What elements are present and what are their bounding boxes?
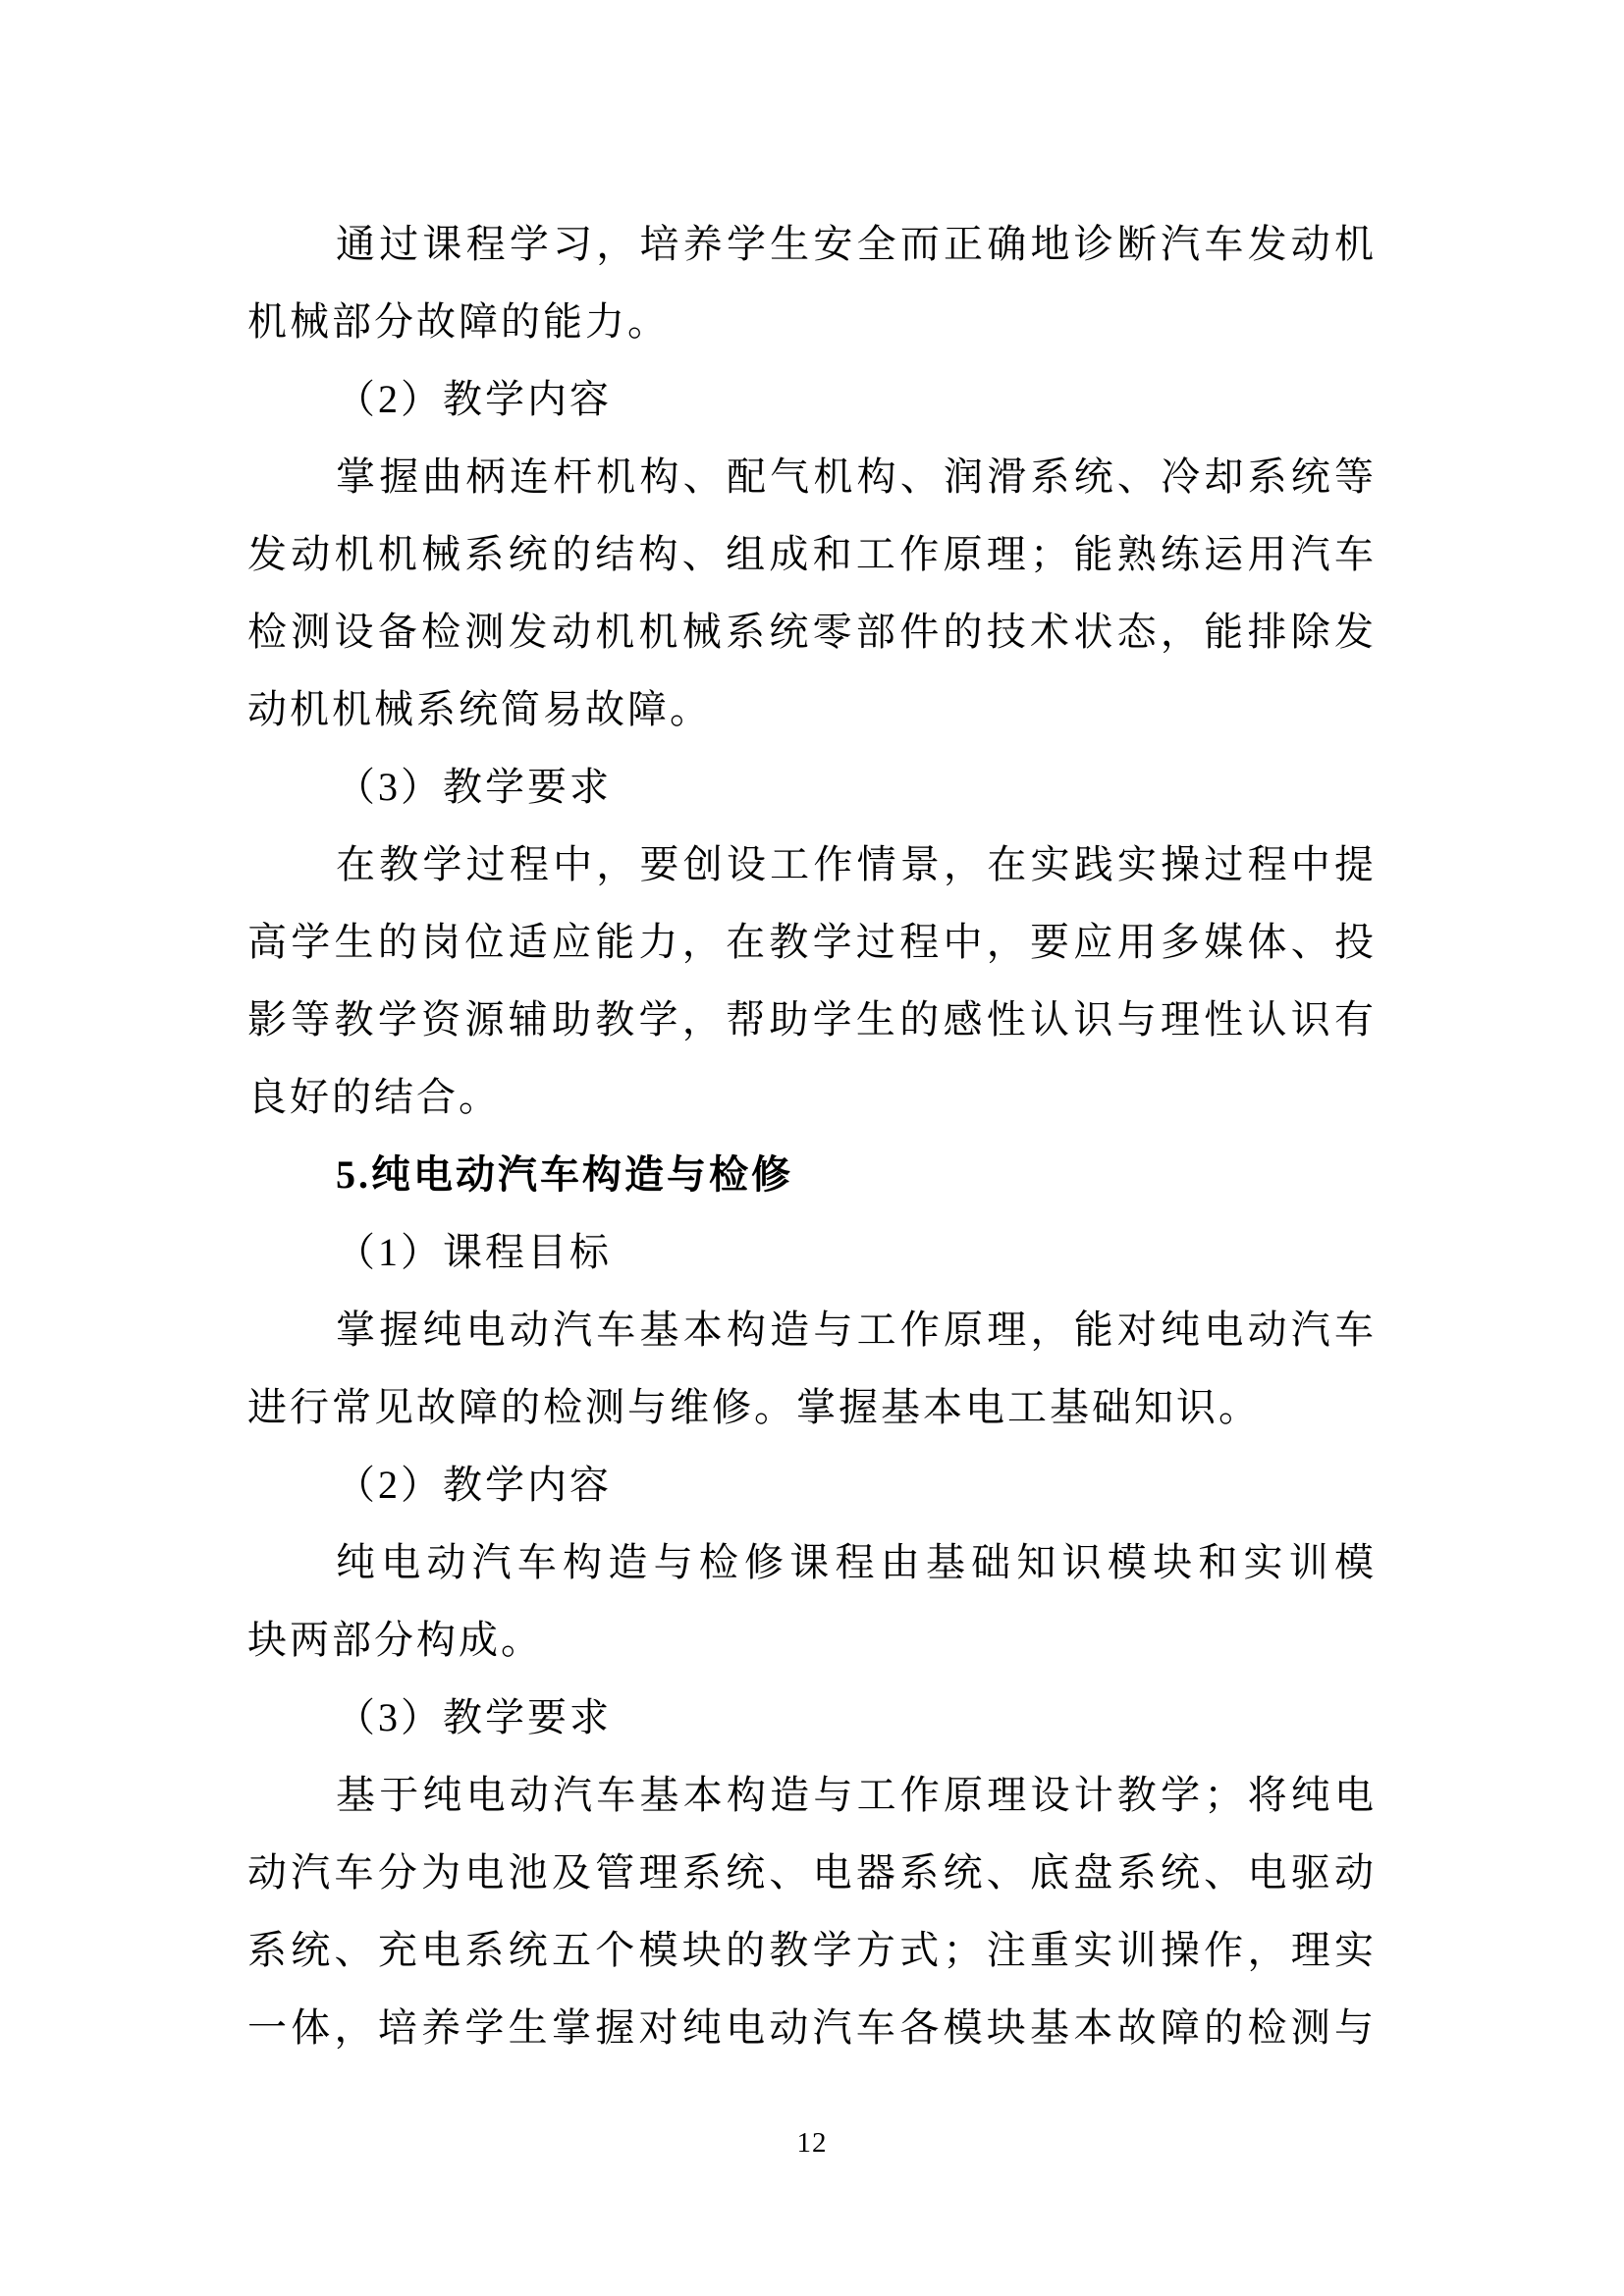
text-line: （3）教学要求 <box>336 765 612 809</box>
text-line: （2）教学内容 <box>336 1463 612 1507</box>
text-line: 良好的结合。 <box>247 1075 501 1119</box>
text-line: 掌握纯电动汽车基本构造与工作原理，能对纯电动汽车 <box>336 1308 1377 1352</box>
text-line: 在教学过程中，要创设工作情景，在实践实操过程中提 <box>336 842 1377 886</box>
text-line: 基于纯电动汽车基本构造与工作原理设计教学；将纯电 <box>336 1773 1377 1817</box>
text-line: 一体，培养学生掌握对纯电动汽车各模块基本故障的检测与 <box>247 2005 1377 2050</box>
text-line: 通过课程学习，培养学生安全而正确地诊断汽车发动机 <box>336 222 1377 266</box>
text-line: 动汽车分为电池及管理系统、电器系统、底盘系统、电驱动 <box>247 1850 1377 1895</box>
text-line: 块两部分构成。 <box>247 1618 543 1662</box>
text-line: （1）课程目标 <box>336 1230 612 1274</box>
text-line: 动机机械系统简易故障。 <box>247 687 712 731</box>
text-line: 掌握曲柄连杆机构、配气机构、润滑系统、冷却系统等 <box>336 454 1377 499</box>
section-heading: 5.纯电动汽车构造与检修 <box>336 1152 793 1197</box>
text-line: 纯电动汽车构造与检修课程由基础知识模块和实训模 <box>336 1540 1377 1584</box>
text-line: 进行常见故障的检测与维修。掌握基本电工基础知识。 <box>247 1385 1261 1429</box>
text-line: 机械部分故障的能力。 <box>247 299 670 344</box>
text-line: （3）教学要求 <box>336 1695 612 1739</box>
text-line: 高学生的岗位适应能力，在教学过程中，要应用多媒体、投 <box>247 920 1377 964</box>
text-line: 发动机机械系统的结构、组成和工作原理；能熟练运用汽车 <box>247 532 1377 576</box>
document-body <box>247 205 1377 2066</box>
text-line: 影等教学资源辅助教学，帮助学生的感性认识与理性认识有 <box>247 997 1377 1041</box>
text-line: 检测设备检测发动机机械系统零部件的技术状态，能排除发 <box>247 610 1377 654</box>
text-line: （2）教学内容 <box>336 377 612 421</box>
page-number: 12 <box>796 2127 828 2159</box>
text-line: 系统、充电系统五个模块的教学方式；注重实训操作，理实 <box>247 1928 1377 1972</box>
